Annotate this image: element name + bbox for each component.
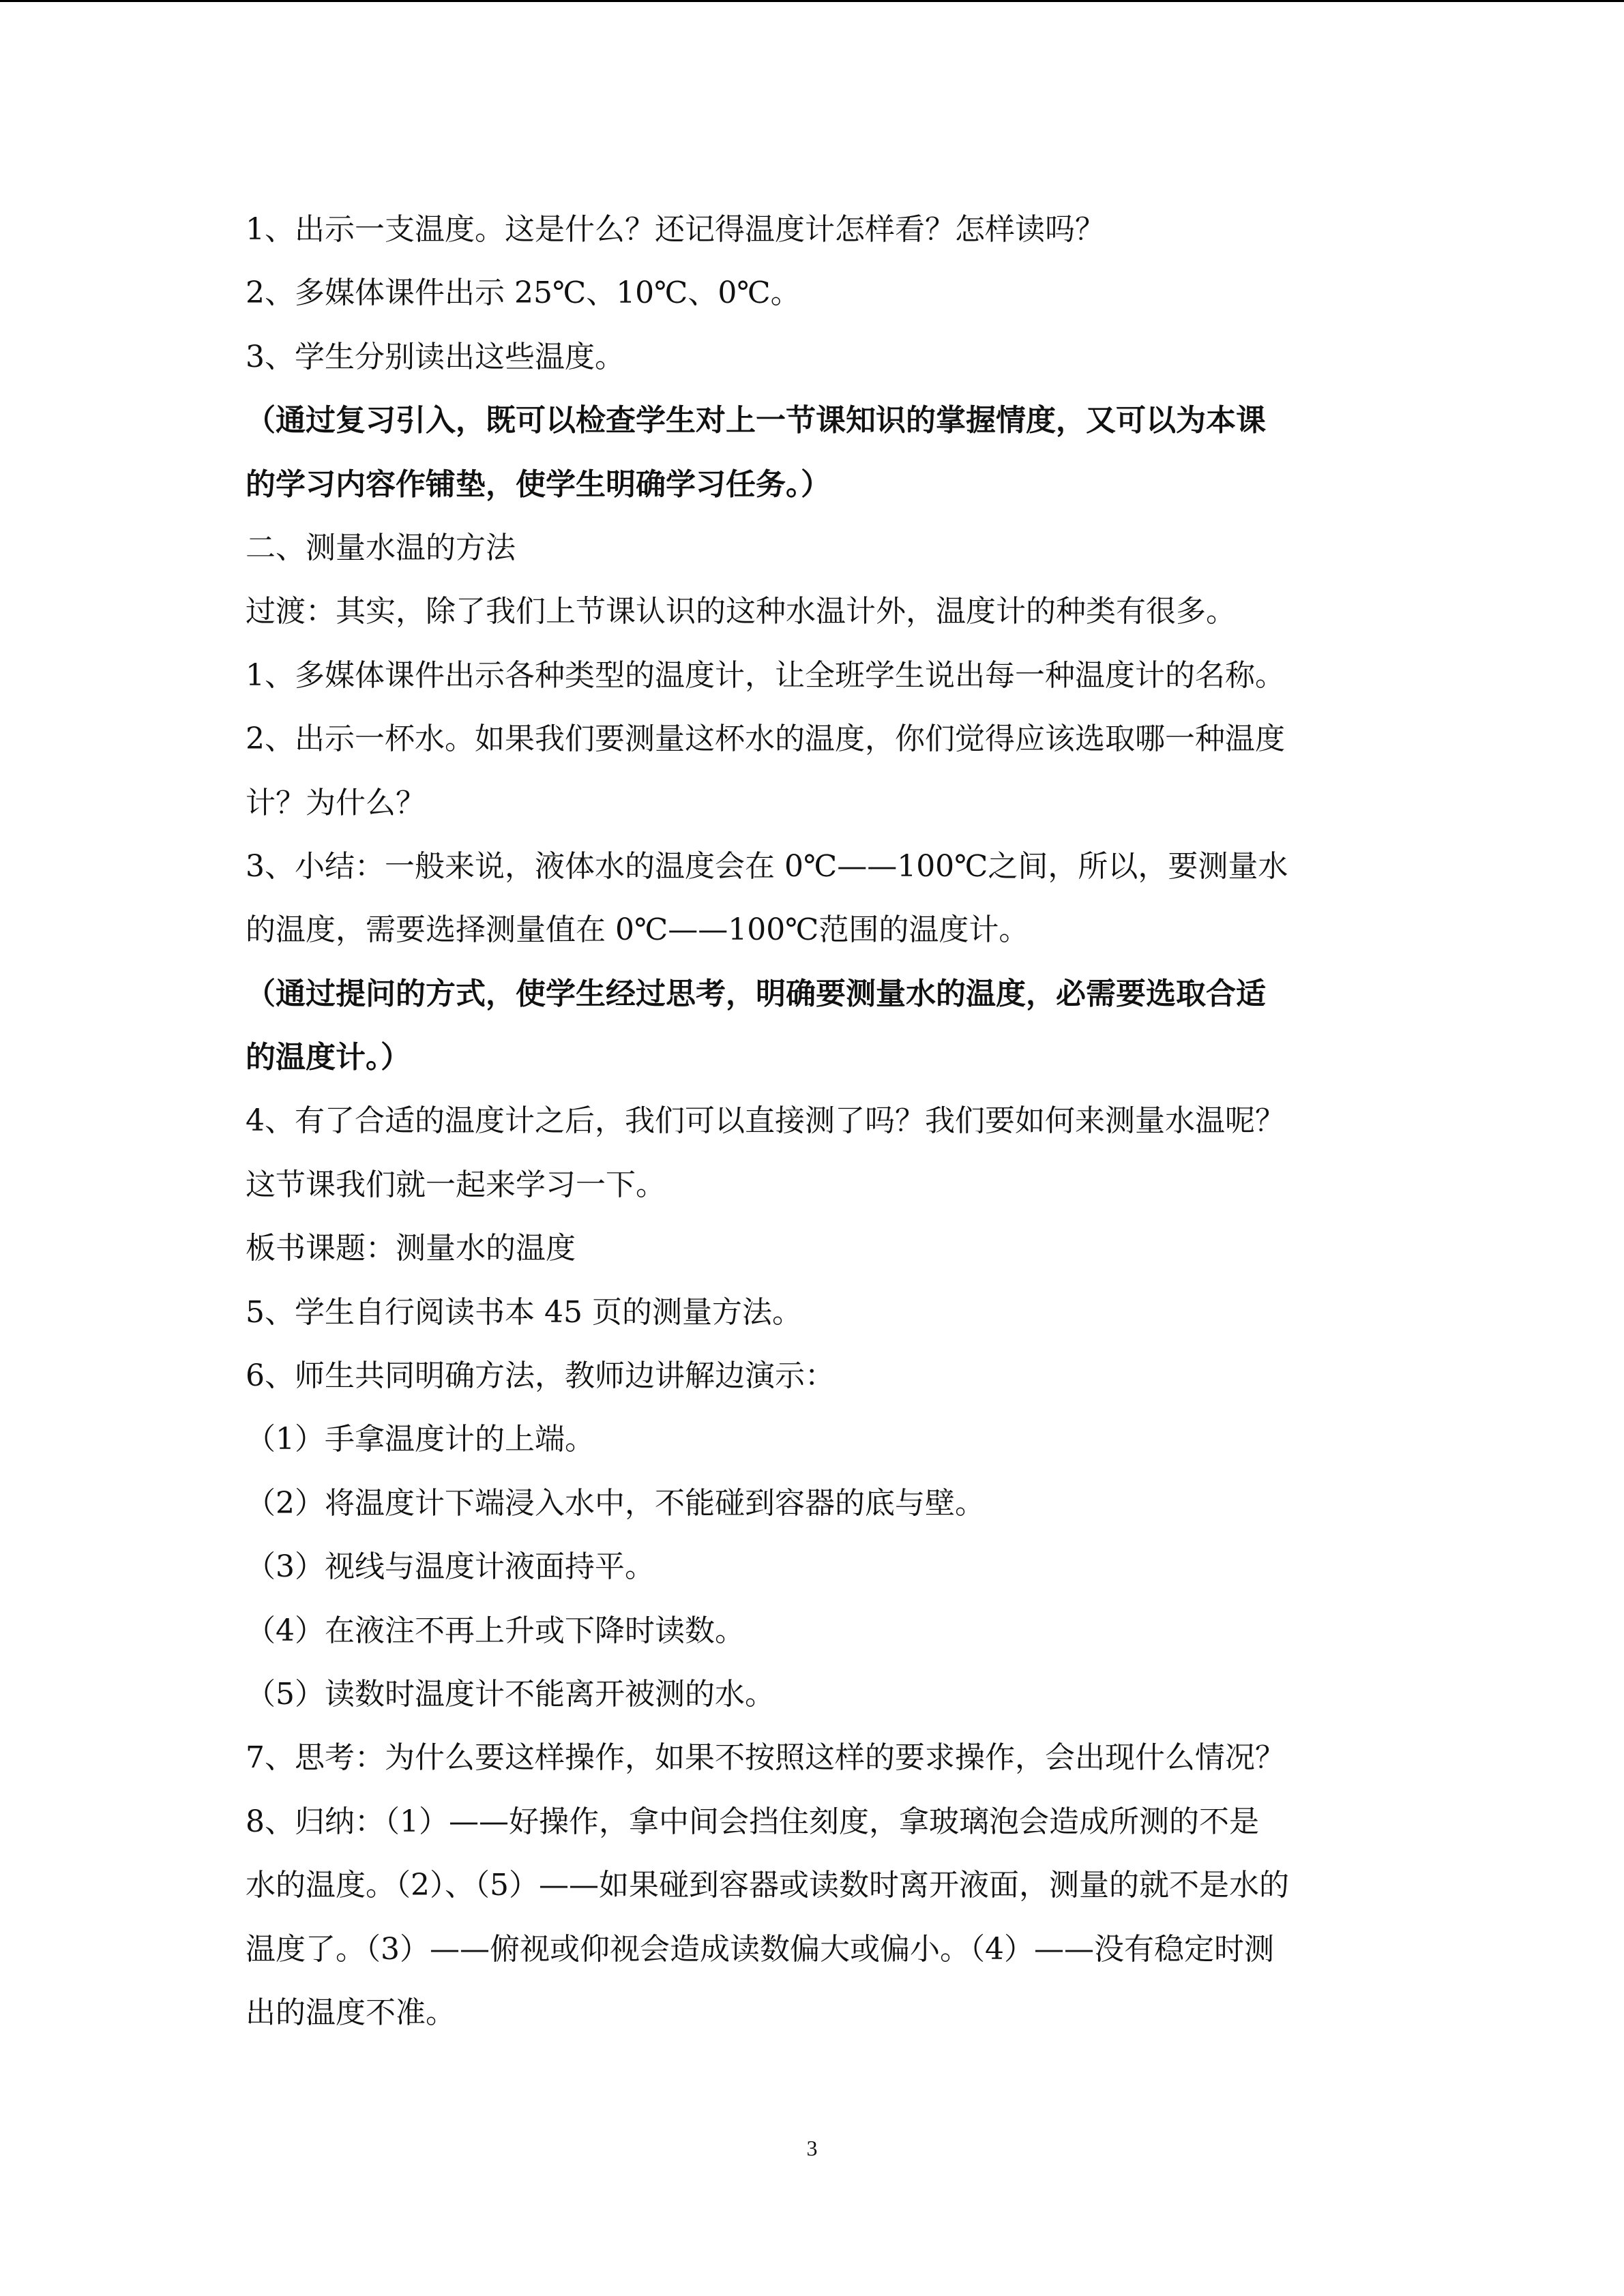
bold-note-line-4: 的温度计。） <box>246 1040 411 1075</box>
text-line-step-6: 6、师生共同明确方法，教师边讲解边演示： <box>246 1358 835 1394</box>
text-line-step-5: 5、学生自行阅读书本 45 页的测量方法。 <box>246 1294 802 1330</box>
method-item-5: （5）读数时温度计不能离开被测的水。 <box>246 1676 775 1712</box>
text-line-step-3-cont: 的温度，需要选择测量值在 0℃——100℃范围的温度计。 <box>246 912 1029 948</box>
bold-note-line-2: 的学习内容作铺垫，使学生明确学习任务。） <box>246 466 831 502</box>
section-heading: 二、测量水温的方法 <box>246 530 516 565</box>
text-line-2: 2、多媒体课件出示 25℃、10℃、0℃。 <box>246 275 801 311</box>
text-line-step-8-cont-3: 出的温度不准。 <box>246 1995 456 2030</box>
method-item-3: （3）视线与温度计液面持平。 <box>246 1549 655 1585</box>
method-item-4: （4）在液注不再上升或下降时读数。 <box>246 1613 745 1648</box>
text-line-step-1: 1、多媒体课件出示各种类型的温度计，让全班学生说出每一种温度计的名称。 <box>246 657 1285 693</box>
text-line-step-2: 2、出示一杯水。如果我们要测量这杯水的温度，你们觉得应该选取哪一种温度 <box>246 721 1285 757</box>
text-line-step-4-cont: 这节课我们就一起来学习一下。 <box>246 1167 666 1202</box>
text-line-step-7: 7、思考：为什么要这样操作，如果不按照这样的要求操作，会出现什么情况？ <box>246 1740 1285 1776</box>
text-line-step-8-cont-2: 温度了。（3）——俯视或仰视会造成读数偏大或偏小。（4）——没有稳定时测 <box>246 1931 1274 1967</box>
text-line-step-3: 3、小结：一般来说，液体水的温度会在 0℃——100℃之间，所以，要测量水 <box>246 848 1288 884</box>
text-line-step-8: 8、归纳：（1）——好操作，拿中间会挡住刻度，拿玻璃泡会造成所测的不是 <box>246 1804 1259 1839</box>
text-line-step-8-cont-1: 水的温度。（2）、（5）——如果碰到容器或读数时离开液面，测量的就不是水的 <box>246 1868 1289 1903</box>
text-line-step-2-cont: 计？为什么？ <box>246 785 426 820</box>
page-top-border <box>0 0 1624 2</box>
method-item-1: （1）手拿温度计的上端。 <box>246 1422 595 1457</box>
bold-note-line-1: （通过复习引入，既可以检查学生对上一节课知识的掌握情度，又可以为本课 <box>246 403 1266 438</box>
method-item-2: （2）将温度计下端浸入水中，不能碰到容器的底与壁。 <box>246 1485 985 1521</box>
page-number: 3 <box>806 2136 818 2160</box>
text-line-step-4: 4、有了合适的温度计之后，我们可以直接测了吗？我们要如何来测量水温呢？ <box>246 1103 1285 1139</box>
text-line-1: 1、出示一支温度。这是什么？还记得温度计怎样看？怎样读吗？ <box>246 212 1105 247</box>
text-line-board-title: 板书课题：测量水的温度 <box>246 1231 576 1266</box>
text-line-transition: 过渡：其实，除了我们上节课认识的这种水温计外，温度计的种类有很多。 <box>246 594 1236 629</box>
text-line-3: 3、学生分别读出这些温度。 <box>246 339 625 374</box>
bold-note-line-3: （通过提问的方式，使学生经过思考，明确要测量水的温度，必需要选取合适 <box>246 976 1266 1011</box>
document-body <box>246 198 1378 2044</box>
